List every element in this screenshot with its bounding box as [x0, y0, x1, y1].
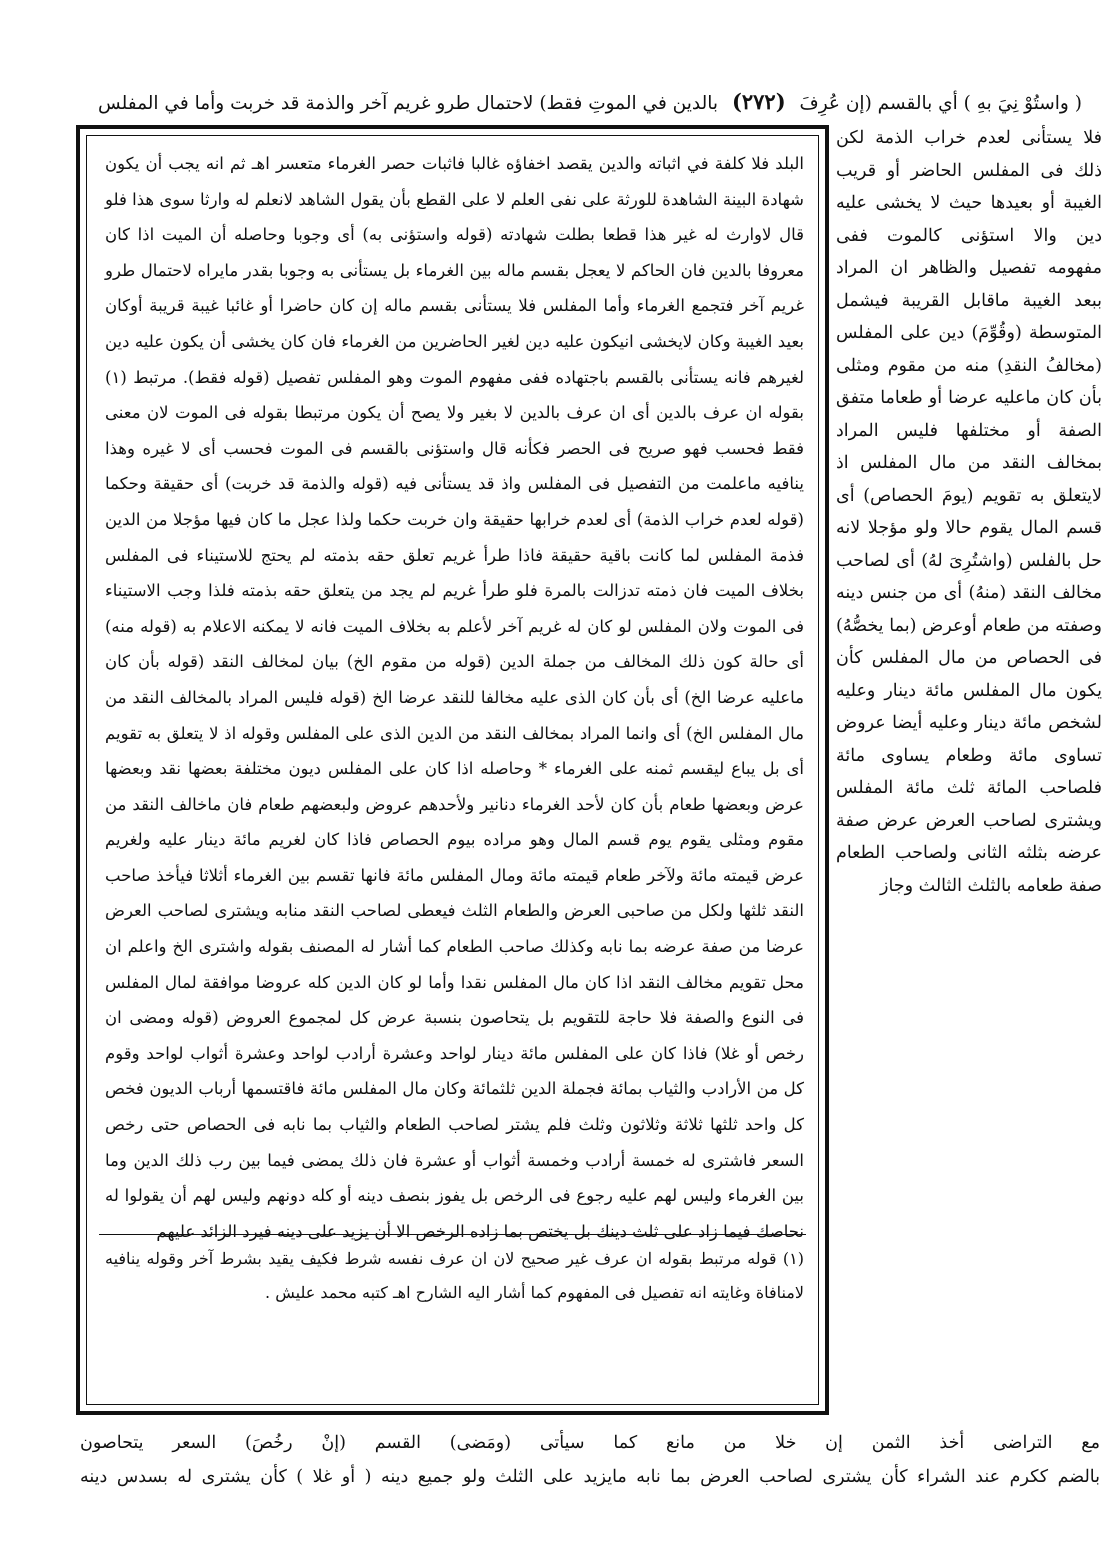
- header-right-text: ( واستُوْ نِيَ بهِ ) أي بالقسم (إن عُرِفَ: [799, 93, 1082, 114]
- bottom-text-line-1: مع التراضى أخذ الثمن إن خلا من مانع كما سيأتى (ومَضى) القسم (إنْ رخُصَ) السعر يتحاصون: [80, 1433, 1100, 1453]
- page-number: (۲۷۲): [731, 89, 786, 114]
- footnote-text: (١) قوله مرتبط بقوله ان عرف غير صحيح لان ان عرف نفسه شرط فكيف يقيد بشرط آخر وقوله ينافيه لامنافاة وغايته انه تفصيل فى المفهوم كما أشار اليه الشارح اهـ كتبه محمد عليش .: [105, 1249, 804, 1302]
- commentary-frame: [76, 125, 829, 1415]
- margin-main-text: فلا يستأنى لعدم خراب الذمة لكن ذلك فى المفلس الحاضر أو قريب الغيبة أو بعيدها حيث لا يخشى عليه دين والا استؤنى كالموت ففى مفهومه تفصيل والظاهر ان المراد ببعد الغيبة ماقابل القريبة فيشمل المتوسطة (وقُوِّمَ) دين على المفلس (مخالفُ النقدِ) منه من مقوم ومثلى بأن كان ماعليه عرضا أو طعاما متفق الصفة أو مختلفها فليس المراد بمخالف النقد من مال المفلس اذ لايتعلق به تقويم (يومَ الحصاص) أى قسم المال يقوم حالا ولو مؤجلا لانه حل بالفلس (واشتُرِىَ لهُ) أى لصاحب مخالف النقد (منهُ) أى من جنس دينه وصفته من طعام أوعرض (بما يخصُّهُ) فى الحصاص من مال المفلس كأن يكون مال المفلس مائة دينار وعليه لشخص مائة دينار وعليه أيضا عروض تساوى مائة وطعام يساوى مائة فلصاحب المائة ثلث مائة المفلس ويشترى لصاحب العرض عرض صفة عرضه بثلثه الثانى ولصاحب الطعام صفة طعامه بالثلث الثالث وجاز: [836, 128, 1102, 896]
- commentary-text: البلد فلا كلفة في اثباته والدين يقصد اخفاؤه غالبا فاثبات حصر الغرماء متعسر اهـ ثم انه يجب أن يكون شهادة البينة الشاهدة للورثة على نفى العلم لا على القطع بأن يقول الشاهد لانعلم له وارثا سوى هذا فلو قال لاوارث له غير هذا قطعا بطلت شهادته (قوله واستؤنى به) أى وجوبا وحاصله أن الميت اذا كان معروفا بالدين فان الحاكم لا يعجل بقسم ماله بين الغرماء بل يستأنى به وجوبا بقدر مايراه لاحتمال طرو غريم آخر فتجمع الغرماء وأما المفلس فلا يستأنى بقسم ماله إن كان حاضرا أو غائبا غيبة قريبة أوكان بعيد الغيبة وكان لايخشى انيكون عليه دين لغير الحاضرين من الغرماء فان كان يخشى أن يكون عليه دين لغيرهم فانه يستأنى بالقسم باجتهاده ففى مفهوم الموت وهو المفلس تفصيل (قوله فقط). مرتبط (١) بقوله ان عرف بالدين أى ان عرف بالدين لا بغير ولا يصح أن يكون مرتبطا بقوله فى الموت لان معنى فقط فحسب فهو صريح فى الحصر فكأنه قال واستؤنى بالقسم فى الموت فحسب أى لا غيره وهذا ينافيه ماعلمت من التفصيل فى المفلس واذ قد يستأنى فيه (قوله والذمة قد خربت) أى حقيقة وحكما (قوله لعدم خراب الذمة) أى لعدم خرابها حقيقة وان خربت حكما ولذا عجل ما كان فيها مؤجلا من الدين فذمة المفلس لما كانت باقية حقيقة فاذا طرأ غريم تعلق حقه بذمته لم يحتج للاستيناء فى المفلس بخلاف الميت فان ذمته تدزالت بالمرة فلو طرأ غريم لم يجد من يتعلق حقه بذمته فلذا وجب الاستيناء فى الموت ولان المفلس لو كان له غريم آخر لأعلم به بخلاف الميت فانه لا يمكنه الاعلام به (قوله منه) أى حالة كون ذلك المخالف من جملة الدين (قوله من مقوم الخ) بيان لمخالف النقد (قوله بأن كان ماعليه عرضا الخ) أى بأن كان الذى عليه مخالفا للنقد عرضا الخ (قوله فليس المراد بالمخالف النقد من مال المفلس الخ) أى وانما المراد بمخالف النقد من الدين الذى على المفلس وقوله اذ لا يتعلق به تقويم أى بل يباع ليقسم ثمنه على الغرماء * وحاصله اذا كان على المفلس ديون مختلفة بعضها نقد وبعضها عرض وبعضها طعام بأن كان لأحد الغرماء دنانير ولأحدهم عروض ولبعضهم طعام فان ماخالف النقد من مقوم ومثلى يقوم يوم قسم المال وهو مراده بيوم الحصاص فاذا كان لغريم مائة دينار عليه ولغريم عرض قيمته مائة ولآخر طعام قيمته مائة ومال المفلس مائة فانها تقسم بين الغرماء أثلاثا فيأخذ صاحب النقد ثلثها ولكل من صاحبى العرض والطعام الثلث فيعطى لصاحب النقد منابه ويشترى لصاحب العرض عرضا من صفة عرضه بما نابه وكذلك صاحب الطعام كما أشار له المصنف بقوله واشترى الخ واعلم ان محل تقويم مخالف النقد اذا كان مال المفلس نقدا وأما لو كان الدين كله عروضا موافقة لمال المفلس فى النوع والصفة فلا حاجة للتقويم بل يتحاصون بنسبة عرض كل لمجموع العروض (قوله ومضى ان رخص أو غلا) فاذا كان على المفلس مائة دينار لواحد وعشرة أرادب لواحد وعشرة أثواب لواحد وقوم كل من الأرادب والثياب بمائة فجملة الدين ثلثمائة وكان مال المفلس مائة فاقتسمها أرباب الديون فخص كل واحد ثلثها ثلاثة وثلاثون وثلث فلم يشتر لصاحب الطعام والثياب بما نابه فى الحصاص حتى رخص السعر فاشترى له خمسة أرادب وخمسة أثواب أو عشرة فان ذلك يمضى فيما بين رب ذلك الدين وما بين الغرماء وليس لهم عليه رجوع فى الرخص بل يفوز بنصف دينه أو كله دونهم وليس لهم أن يقولوا له نحاصك فيما زاد على ثلث دينك بل يختص بما زاده الرخص الا أن يزيد على دينه فيرد الزائد عليهم: [105, 154, 804, 1241]
- commentary-inner-border: [86, 135, 819, 1405]
- running-header: [80, 82, 1100, 122]
- footnote-divider: [99, 1234, 806, 1235]
- bottom-text-line-2: بالضم ككرم عند الشراء كأن يشترى لصاحب العرض بما نابه مايزيد على الثلث ولو جميع دينه ( أو غلا ) كأن يشترى له بسدس دينه: [80, 1467, 1100, 1487]
- header-left-text: بالدين في الموتِ فقط) لاحتمال طرو غريم آخر والذمة قد خربت وأما في المفلس: [98, 93, 719, 114]
